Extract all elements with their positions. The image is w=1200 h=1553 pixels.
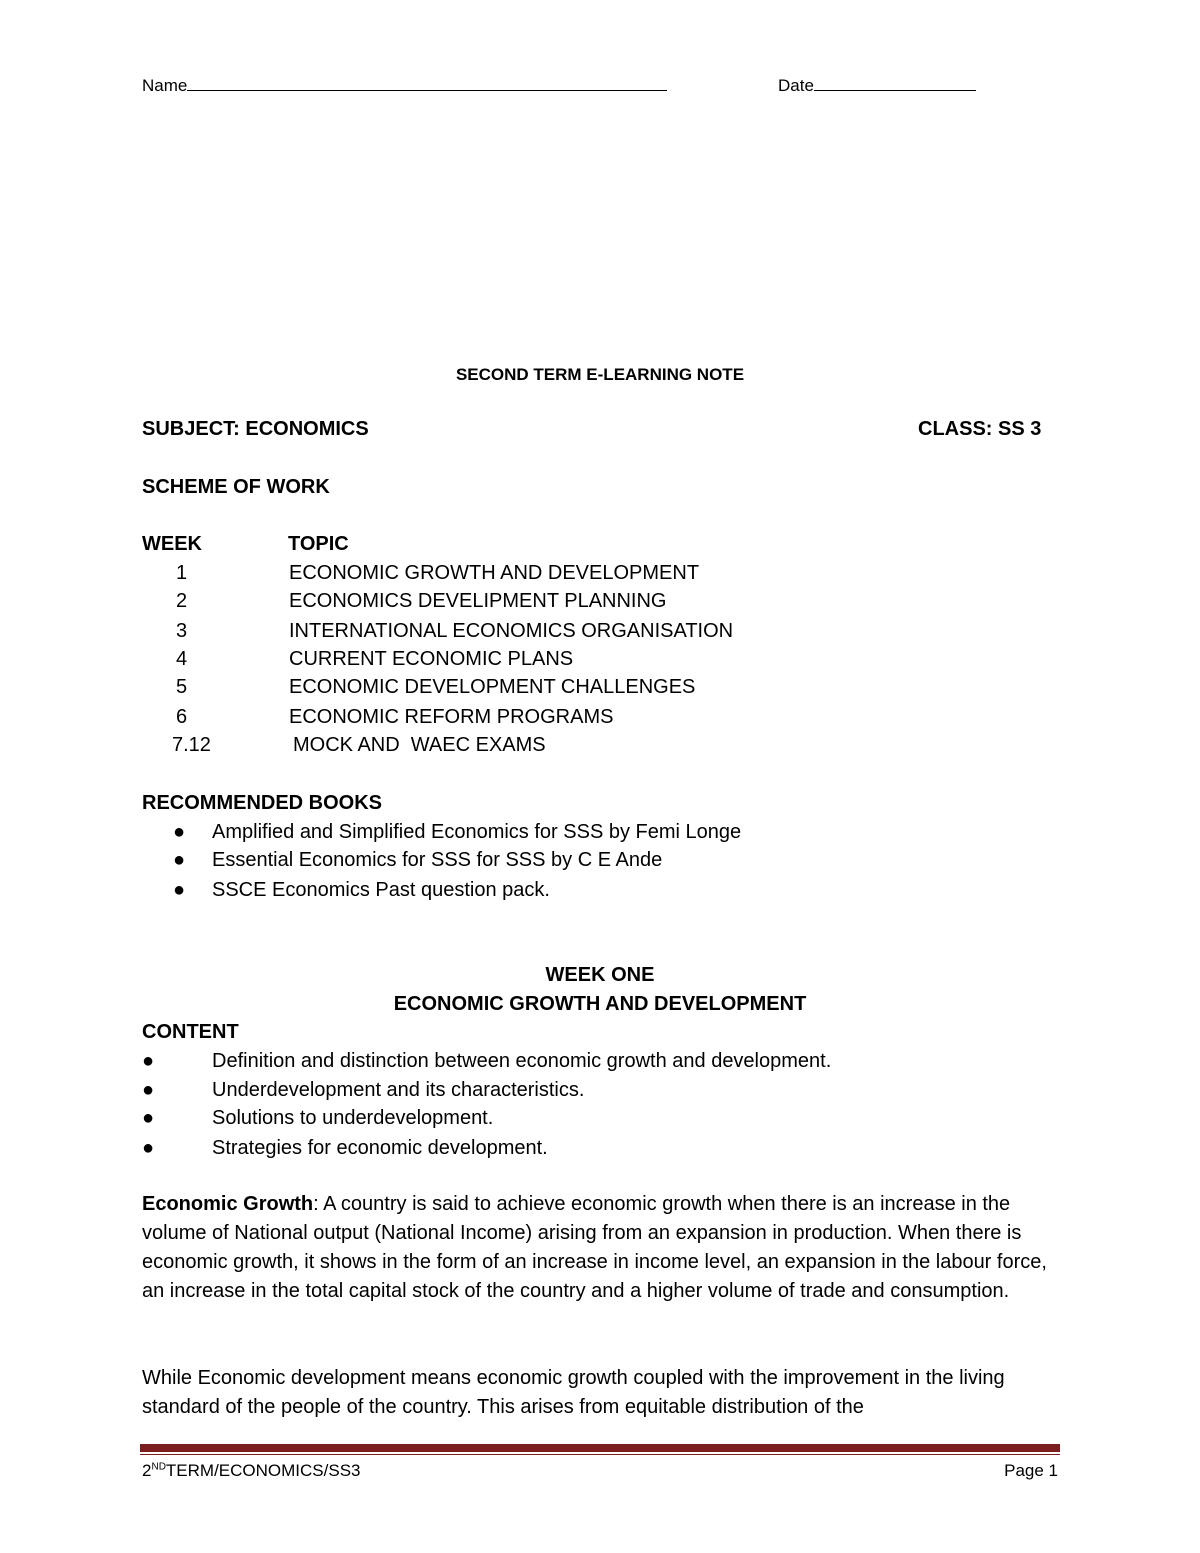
class-line: CLASS: SS 3	[918, 418, 1042, 440]
bullet-icon: ●	[142, 1079, 155, 1101]
week-topic: ECONOMIC DEVELOPMENT CHALLENGES	[289, 676, 696, 698]
footer-term-suffix: ND	[151, 1461, 166, 1473]
week-one-heading: WEEK ONE	[545, 964, 655, 986]
content-item: Underdevelopment and its characteristics.	[212, 1079, 585, 1101]
bullet-icon: ●	[173, 821, 186, 843]
date-label: Date	[778, 76, 814, 95]
book-item: Essential Economics for SSS for SSS by C E Ande	[212, 849, 663, 871]
week-number: 5	[176, 676, 188, 698]
economic-growth-text: : A country is said to achieve economic growth when there is an increase in the volume of National output (National Income) arising from an expansion in production. When there is economic growth, it shows in the form of an increase in income level, an expansion in the labour force, an increase in the total capital stock of the country and a higher volume of trade and consumption.	[142, 1193, 1047, 1302]
bullet-icon: ●	[173, 849, 186, 871]
footer-term-label: TERM/ECONOMICS/SS3	[165, 1461, 361, 1480]
week-topic: ECONOMIC REFORM PROGRAMS	[289, 706, 614, 728]
week-column-header: WEEK	[142, 533, 202, 555]
content-item: Definition and distinction between economic growth and development.	[212, 1050, 832, 1072]
content-item: Solutions to underdevelopment.	[212, 1107, 494, 1129]
bullet-icon: ●	[142, 1107, 155, 1129]
footer-rule	[140, 1444, 1060, 1452]
footer-left	[142, 1461, 361, 1481]
economic-development-paragraph: While Economic development means economic growth coupled with the improvement in the living standard of the people of the country. This arises from equitable distribution of the	[142, 1367, 1005, 1418]
bullet-icon: ●	[173, 879, 186, 901]
week-topic: ECONOMICS DEVELIPMENT PLANNING	[289, 590, 667, 612]
topic-column-header: TOPIC	[288, 533, 349, 555]
bullet-icon: ●	[142, 1050, 155, 1072]
page-title: SECOND TERM E-LEARNING NOTE	[455, 365, 745, 384]
week-number: 4	[176, 648, 188, 670]
date-field	[778, 76, 976, 96]
week-topic: ECONOMIC GROWTH AND DEVELOPMENT	[289, 562, 700, 584]
week-number: 7.12	[172, 734, 211, 756]
week-number: 2	[176, 590, 188, 612]
page-number: Page 1	[1004, 1461, 1058, 1480]
subject-line: SUBJECT: ECONOMICS	[142, 418, 369, 440]
economic-growth-term: Economic Growth	[142, 1193, 314, 1215]
week-one-subheading: ECONOMIC GROWTH AND DEVELOPMENT	[393, 993, 807, 1015]
book-item: Amplified and Simplified Economics for SSS by Femi Longe	[212, 821, 742, 843]
footer-rule-thin	[140, 1454, 1060, 1455]
content-label: CONTENT	[142, 1021, 239, 1043]
scheme-heading: SCHEME OF WORK	[142, 476, 330, 498]
name-field	[142, 76, 667, 96]
week-topic: INTERNATIONAL ECONOMICS ORGANISATION	[289, 620, 734, 642]
footer-term-number: 2	[142, 1461, 152, 1480]
week-number: 1	[176, 562, 188, 584]
book-item: SSCE Economics Past question pack.	[212, 879, 550, 901]
bullet-icon: ●	[142, 1137, 155, 1159]
date-blank-line	[814, 76, 976, 91]
week-topic: MOCK AND WAEC EXAMS	[293, 734, 546, 756]
name-blank-line	[187, 76, 667, 91]
economic-growth-paragraph	[142, 1190, 1052, 1306]
content-item: Strategies for economic development.	[212, 1137, 548, 1159]
week-topic: CURRENT ECONOMIC PLANS	[289, 648, 574, 670]
books-heading: RECOMMENDED BOOKS	[142, 792, 383, 814]
week-number: 3	[176, 620, 188, 642]
name-label: Name	[142, 76, 188, 95]
week-number: 6	[176, 706, 188, 728]
